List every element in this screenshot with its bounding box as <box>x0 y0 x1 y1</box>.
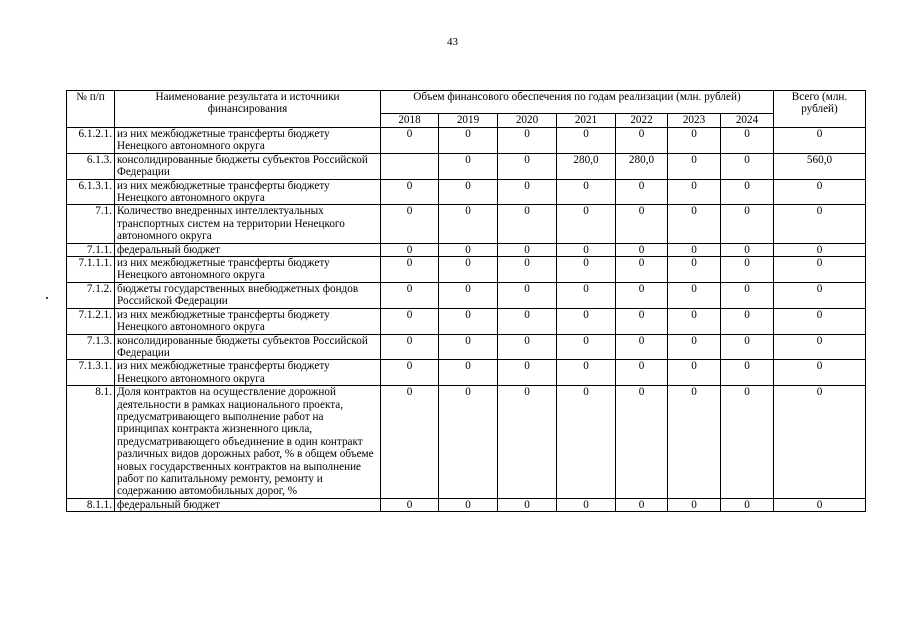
year-value-cell: 0 <box>616 386 668 499</box>
year-value-cell: 0 <box>381 257 439 283</box>
year-value-cell: 0 <box>668 282 721 308</box>
header-num: № п/п <box>67 91 115 128</box>
year-value-cell: 0 <box>381 334 439 360</box>
year-value-cell: 0 <box>721 243 774 256</box>
page-number: 43 <box>447 36 458 48</box>
year-value-cell: 0 <box>557 243 616 256</box>
row-name: Доля контрактов на осуществление дорожной деятельности в рамках национального проекта, предусматривающего выполнение работ на принципах контракта жизненного цикла, предусматривающего объединение в один контракт различных видов дорожных работ, % в общем объеме новых государственных контрактов на выполнение работ по капитальному ремонту, ремонту и содержанию автомобильных дорог, % <box>115 386 381 499</box>
year-value-cell: 0 <box>381 128 439 154</box>
year-value-cell: 0 <box>439 179 498 205</box>
row-total: 0 <box>774 128 866 154</box>
year-value-cell: 0 <box>616 128 668 154</box>
year-value-cell: 0 <box>557 334 616 360</box>
year-value-cell: 0 <box>721 308 774 334</box>
year-value-cell: 0 <box>498 179 557 205</box>
table-row <box>67 257 866 283</box>
header-year: 2024 <box>721 114 774 128</box>
year-value-cell: 0 <box>557 179 616 205</box>
row-number: 7.1.2. <box>67 282 115 308</box>
year-value-cell: 0 <box>498 153 557 179</box>
table-row <box>67 498 866 511</box>
financing-table <box>66 90 866 512</box>
year-value-cell: 0 <box>498 386 557 499</box>
row-total: 560,0 <box>774 153 866 179</box>
table-row <box>67 386 866 499</box>
row-total: 0 <box>774 243 866 256</box>
row-number: 7.1.2.1. <box>67 308 115 334</box>
row-total: 0 <box>774 386 866 499</box>
year-value-cell: 0 <box>721 128 774 154</box>
scan-speck <box>46 297 48 299</box>
row-number: 7.1.1. <box>67 243 115 256</box>
year-value-cell: 0 <box>616 179 668 205</box>
year-value-cell: 0 <box>498 257 557 283</box>
header-year: 2019 <box>439 114 498 128</box>
year-value-cell: 0 <box>557 128 616 154</box>
year-value-cell: 0 <box>381 360 439 386</box>
header-year: 2021 <box>557 114 616 128</box>
year-value-cell <box>381 153 439 179</box>
row-name: Количество внедренных интеллектуальных транспортных систем на территории Ненецкого автономного округа <box>115 205 381 243</box>
table-row <box>67 334 866 360</box>
year-value-cell: 0 <box>616 308 668 334</box>
table-row <box>67 360 866 386</box>
year-value-cell: 0 <box>498 205 557 243</box>
year-value-cell: 0 <box>498 128 557 154</box>
header-volume: Объем финансового обеспечения по годам реализации (млн. рублей) <box>381 91 774 114</box>
row-total: 0 <box>774 334 866 360</box>
year-value-cell: 0 <box>616 243 668 256</box>
header-total: Всего (млн. рублей) <box>774 91 866 128</box>
year-value-cell: 0 <box>498 308 557 334</box>
year-value-cell: 0 <box>616 360 668 386</box>
header-year: 2023 <box>668 114 721 128</box>
table-row <box>67 128 866 154</box>
year-value-cell: 0 <box>721 386 774 499</box>
year-value-cell: 0 <box>668 243 721 256</box>
year-value-cell: 0 <box>557 308 616 334</box>
year-value-cell: 0 <box>557 360 616 386</box>
year-value-cell: 0 <box>439 153 498 179</box>
year-value-cell: 0 <box>668 360 721 386</box>
row-number: 6.1.3.1. <box>67 179 115 205</box>
year-value-cell: 0 <box>439 282 498 308</box>
table-row <box>67 205 866 243</box>
year-value-cell: 0 <box>721 257 774 283</box>
year-value-cell: 0 <box>557 205 616 243</box>
year-value-cell: 0 <box>557 498 616 511</box>
year-value-cell: 280,0 <box>616 153 668 179</box>
year-value-cell: 0 <box>439 205 498 243</box>
year-value-cell: 0 <box>381 308 439 334</box>
year-value-cell: 0 <box>381 282 439 308</box>
year-value-cell: 0 <box>498 334 557 360</box>
row-name: из них межбюджетные трансферты бюджету Ненецкого автономного округа <box>115 179 381 205</box>
year-value-cell: 0 <box>439 308 498 334</box>
year-value-cell: 0 <box>616 334 668 360</box>
year-value-cell: 0 <box>439 128 498 154</box>
year-value-cell: 0 <box>668 205 721 243</box>
row-name: бюджеты государственных внебюджетных фондов Российской Федерации <box>115 282 381 308</box>
row-name: из них межбюджетные трансферты бюджету Ненецкого автономного округа <box>115 257 381 283</box>
year-value-cell: 0 <box>668 257 721 283</box>
year-value-cell: 0 <box>721 334 774 360</box>
year-value-cell: 0 <box>668 334 721 360</box>
year-value-cell: 0 <box>668 128 721 154</box>
row-number: 8.1.1. <box>67 498 115 511</box>
year-value-cell: 0 <box>498 282 557 308</box>
table-body <box>67 128 866 512</box>
year-value-cell: 0 <box>498 243 557 256</box>
year-value-cell: 0 <box>721 282 774 308</box>
year-value-cell: 0 <box>498 360 557 386</box>
year-value-cell: 0 <box>557 257 616 283</box>
header-year: 2020 <box>498 114 557 128</box>
table-row <box>67 308 866 334</box>
row-name: из них межбюджетные трансферты бюджету Ненецкого автономного округа <box>115 308 381 334</box>
year-value-cell: 0 <box>616 282 668 308</box>
table-row <box>67 243 866 256</box>
row-name: из них межбюджетные трансферты бюджету Ненецкого автономного округа <box>115 128 381 154</box>
year-value-cell: 0 <box>439 360 498 386</box>
row-name: консолидированные бюджеты субъектов Российской Федерации <box>115 153 381 179</box>
year-value-cell: 0 <box>721 179 774 205</box>
row-number: 7.1. <box>67 205 115 243</box>
year-value-cell: 0 <box>439 334 498 360</box>
row-number: 6.1.2.1. <box>67 128 115 154</box>
row-name: федеральный бюджет <box>115 498 381 511</box>
year-value-cell: 0 <box>616 257 668 283</box>
row-name: из них межбюджетные трансферты бюджету Ненецкого автономного округа <box>115 360 381 386</box>
year-value-cell: 0 <box>557 386 616 499</box>
row-number: 7.1.3.1. <box>67 360 115 386</box>
row-total: 0 <box>774 360 866 386</box>
header-year: 2022 <box>616 114 668 128</box>
row-number: 7.1.3. <box>67 334 115 360</box>
row-number: 6.1.3. <box>67 153 115 179</box>
year-value-cell: 0 <box>439 386 498 499</box>
year-value-cell: 0 <box>616 498 668 511</box>
row-total: 0 <box>774 205 866 243</box>
year-value-cell: 0 <box>381 179 439 205</box>
row-name: федеральный бюджет <box>115 243 381 256</box>
year-value-cell: 0 <box>439 243 498 256</box>
table-row <box>67 153 866 179</box>
year-value-cell: 0 <box>381 243 439 256</box>
row-number: 8.1. <box>67 386 115 499</box>
row-number: 7.1.1.1. <box>67 257 115 283</box>
table-row <box>67 179 866 205</box>
year-value-cell: 0 <box>381 498 439 511</box>
row-name: консолидированные бюджеты субъектов Российской Федерации <box>115 334 381 360</box>
row-total: 0 <box>774 498 866 511</box>
row-total: 0 <box>774 282 866 308</box>
year-value-cell: 280,0 <box>557 153 616 179</box>
row-total: 0 <box>774 179 866 205</box>
year-value-cell: 0 <box>381 386 439 499</box>
year-value-cell: 0 <box>721 153 774 179</box>
year-value-cell: 0 <box>721 205 774 243</box>
year-value-cell: 0 <box>498 498 557 511</box>
header-year: 2018 <box>381 114 439 128</box>
year-value-cell: 0 <box>616 205 668 243</box>
table-row <box>67 282 866 308</box>
year-value-cell: 0 <box>721 498 774 511</box>
year-value-cell: 0 <box>668 179 721 205</box>
row-total: 0 <box>774 308 866 334</box>
year-value-cell: 0 <box>668 308 721 334</box>
row-total: 0 <box>774 257 866 283</box>
year-value-cell: 0 <box>381 205 439 243</box>
year-value-cell: 0 <box>668 498 721 511</box>
year-value-cell: 0 <box>557 282 616 308</box>
year-value-cell: 0 <box>668 153 721 179</box>
year-value-cell: 0 <box>721 360 774 386</box>
year-value-cell: 0 <box>668 386 721 499</box>
year-value-cell: 0 <box>439 257 498 283</box>
year-value-cell: 0 <box>439 498 498 511</box>
header-name: Наименование результата и источники финансирования <box>115 91 381 128</box>
